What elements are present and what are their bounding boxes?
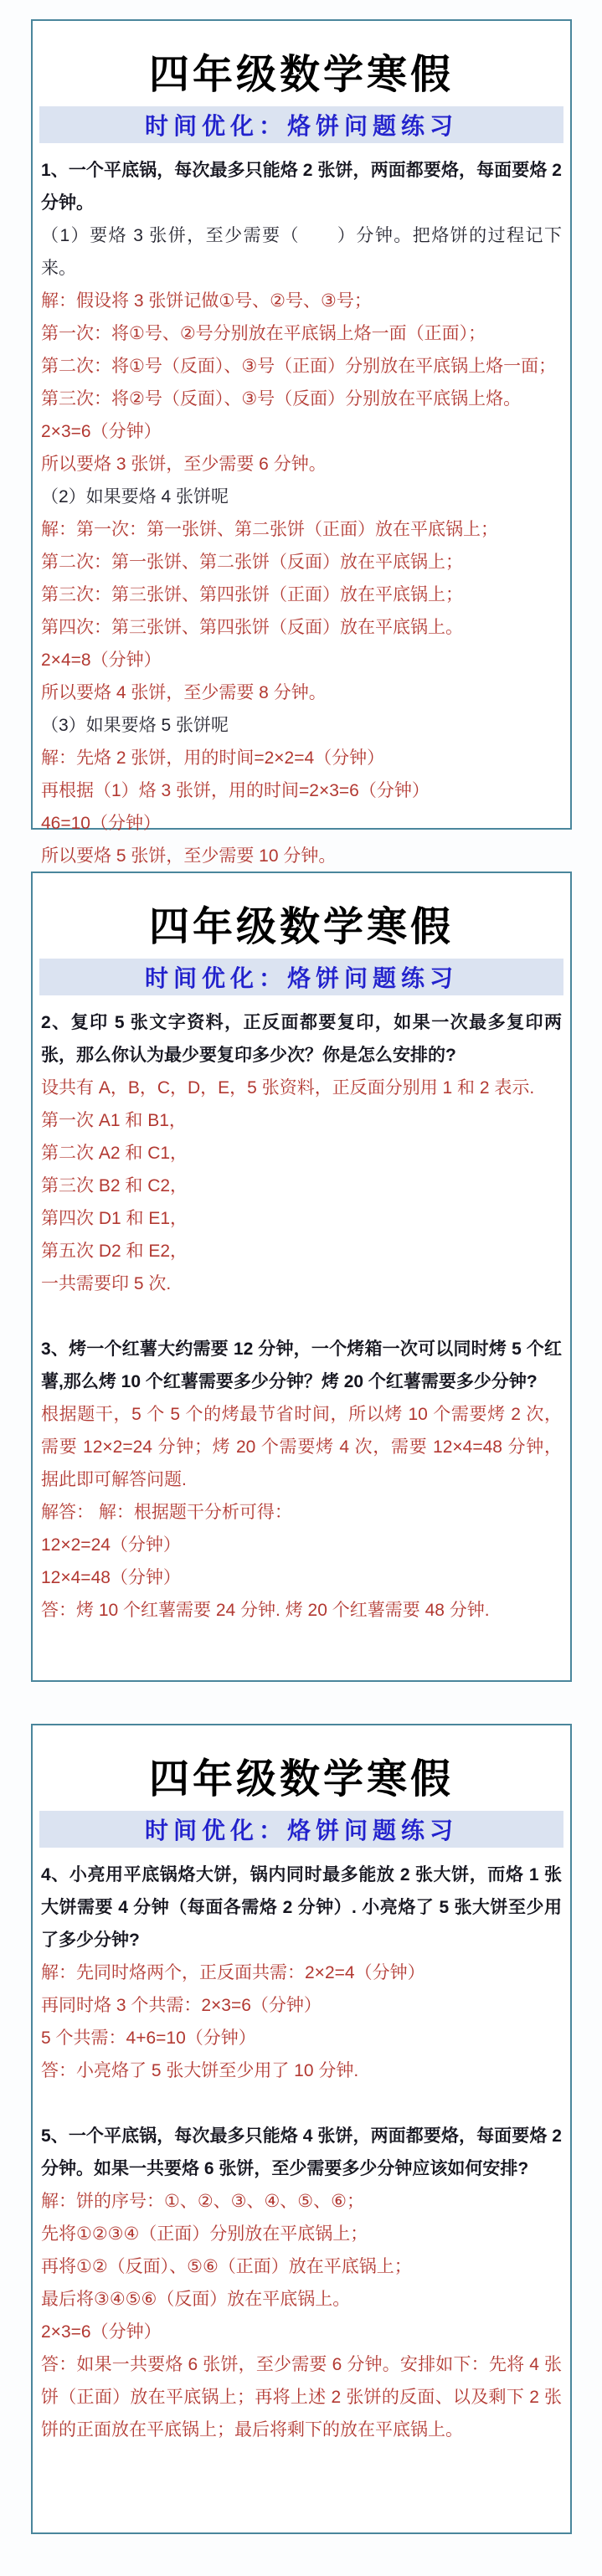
- text-line: 1、一个平底锅，每次最多只能烙 2 张饼，两面都要烙，每面要烙 2 分钟。: [41, 161, 562, 213]
- text-line: 解：饼的序号：①、②、③、④、⑤、⑥；: [41, 2192, 364, 2211]
- text-line: 解：先同时烙两个，正反面共需：2×2=4（分钟）: [41, 1963, 425, 1982]
- text-line: 4、小亮用平底锅烙大饼，锅内同时最多能放 2 张大饼，而烙 1 张大饼需要 4 分钟（每面各需烙 2 分钟）. 小亮烙了 5 张大饼至少用了多少分钟?: [41, 1865, 562, 1950]
- text-line: （1）要烙 3 张併，至少需要（ ）分钟。把烙饼的过程记下来。: [41, 226, 562, 278]
- text-line: 所以要烙 4 张饼，至少需要 8 分钟。: [41, 683, 327, 702]
- text-line: 5、一个平底锅，每次最多只能烙 4 张饼，两面都要烙，每面要烙 2 分钟。如果一共要烙 6 张饼，至少需要多少分钟应该如何安排?: [41, 2126, 562, 2178]
- text-line: 所以要烙 5 张饼，至少需要 10 分钟。: [41, 846, 337, 866]
- text-line: 第四次 D1 和 E1，: [41, 1209, 188, 1228]
- text-line: 答：小亮烙了 5 张大饼至少用了 10 分钟.: [41, 2061, 359, 2080]
- spacer: [41, 1300, 562, 1333]
- text-line: 先将①②③④（正面）分别放在平底锅上；: [41, 2224, 368, 2244]
- text-line: 所以要烙 3 张饼，至少需要 6 分钟。: [41, 455, 327, 474]
- text-line: 解：第一次：第一张饼、第二张饼（正面）放在平底锅上；: [41, 520, 498, 539]
- text-line: 第三次：将②号（反面）、③号（反面）分别放在平底锅上烙。: [41, 389, 522, 409]
- subtitle-banner: [39, 106, 563, 143]
- text-line: 最后将③④⑤⑥（反面）放在平底锅上。: [41, 2290, 351, 2309]
- text-line: 2×4=8（分钟）: [41, 650, 162, 670]
- card-body: [41, 1859, 562, 2446]
- subtitle-text: 时间优化：烙饼问题练习: [144, 113, 458, 139]
- text-line: 再将①②（反面）、⑤⑥（正面）放在平底锅上；: [41, 2257, 412, 2276]
- page: [0, 19, 602, 2576]
- text-line: 12×4=48（分钟）: [41, 1568, 181, 1587]
- text-line: 再根据（1）烙 3 张饼，用的时间=2×3=6（分钟）: [41, 781, 430, 800]
- spacer: [41, 2087, 562, 2120]
- text-line: 解：假设将 3 张饼记做①号、②号、③号；: [41, 291, 372, 311]
- text-line: （3）如果要烙 5 张饼呢: [41, 716, 229, 735]
- text-line: 解：先烙 2 张饼，用的时间=2×2=4（分钟）: [41, 748, 385, 768]
- text-line: 设共有 A，B，C，D，E，5 张资料，正反面分别用 1 和 2 表示.: [41, 1078, 535, 1098]
- text-line: （2）如果要烙 4 张饼呢: [41, 487, 229, 506]
- card-title: 四年级数学寒假: [148, 903, 454, 950]
- text-line: 第四次：第三张饼、第四张饼（反面）放在平底锅上。: [41, 618, 463, 637]
- card-title: 四年级数学寒假: [148, 1756, 454, 1802]
- card-title: 四年级数学寒假: [148, 51, 454, 98]
- text-line: 3、烤一个红薯大约需要 12 分钟，一个烤箱一次可以同时烤 5 个红薯,那么烤 10 个红薯需要多少分钟？烤 20 个红薯需要多少分钟?: [41, 1339, 562, 1391]
- text-line: 2×3=6（分钟）: [41, 422, 162, 441]
- card-body: [41, 154, 562, 872]
- worksheet-card: [31, 19, 572, 866]
- text-line: 46=10（分钟）: [41, 814, 161, 833]
- text-line: 一共需要印 5 次.: [41, 1274, 172, 1293]
- text-line: 第一次 A1 和 B1，: [41, 1111, 187, 1130]
- text-line: 答：烤 10 个红薯需要 24 分钟. 烤 20 个红薯需要 48 分钟.: [41, 1601, 490, 1620]
- text-line: 根据题干，5 个 5 个的烤最节省时间，所以烤 10 个需要烤 2 次，需要 12×2=24 分钟；烤 20 个需要烤 4 次，需要 12×4=48 分钟，据此即可解答问题.: [41, 1405, 562, 1489]
- text-line: 第五次 D2 和 E2，: [41, 1242, 188, 1261]
- text-line: 第二次 A2 和 C1，: [41, 1144, 188, 1163]
- subtitle-banner: [39, 959, 563, 995]
- card-body: [41, 1006, 562, 1627]
- text-line: 2×3=6（分钟）: [41, 2322, 162, 2342]
- text-line: 第二次：第一张饼、第二张饼（反面）放在平底锅上；: [41, 553, 463, 572]
- text-line: 第一次：将①号、②号分别放在平底锅上烙一面（正面）；: [41, 324, 486, 343]
- worksheet-card: [31, 1724, 572, 2534]
- text-line: 5 个共需：4+6=10（分钟）: [41, 2028, 256, 2048]
- text-line: 12×2=24（分钟）: [41, 1535, 181, 1555]
- text-line: 第三次：第三张饼、第四张饼（正面）放在平底锅上；: [41, 585, 463, 604]
- text-line: 第二次：将①号（反面）、③号（正面）分别放在平底锅上烙一面；: [41, 357, 557, 376]
- text-line: 第三次 B2 和 C2，: [41, 1176, 188, 1195]
- text-line: 答：如果一共要烙 6 张饼，至少需要 6 分钟。安排如下：先将 4 张饼（正面）放在平底锅上；再将上述 2 张饼的反面、以及剩下 2 张饼的正面放在平底锅上；最后将剩下的放在平底锅上。: [41, 2355, 562, 2440]
- text-line: 再同时烙 3 个共需：2×3=6（分钟）: [41, 1996, 322, 2015]
- text-line: 解答： 解：根据题干分析可得：: [41, 1503, 292, 1522]
- subtitle-text: 时间优化：烙饼问题练习: [144, 1818, 458, 1843]
- subtitle-text: 时间优化：烙饼问题练习: [144, 965, 458, 991]
- worksheet-card: [31, 872, 572, 1682]
- subtitle-banner: [39, 1811, 563, 1848]
- text-line: 2、复印 5 张文字资料，正反面都要复印，如果一次最多复印两张，那么你认为最少要复印多少次？你是怎么安排的?: [41, 1013, 562, 1065]
